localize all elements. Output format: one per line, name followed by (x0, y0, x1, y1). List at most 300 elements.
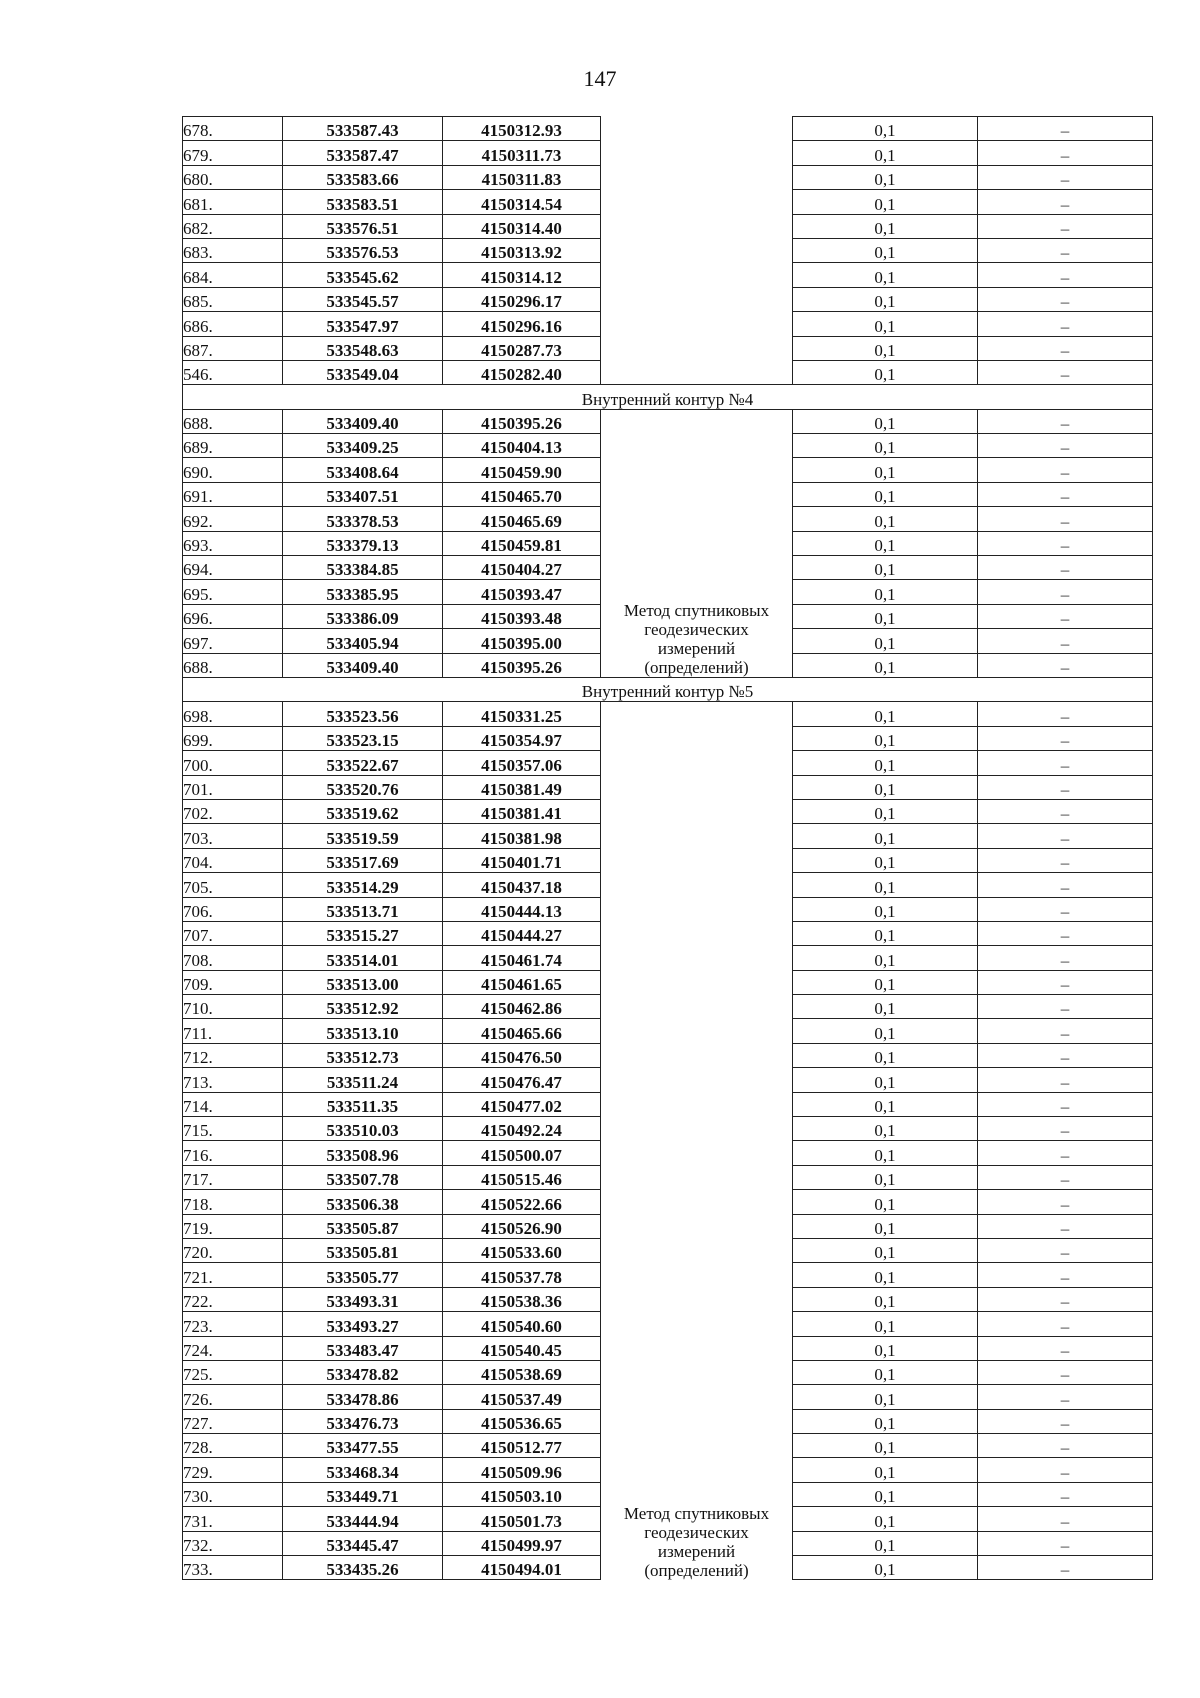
point-number: 683. (183, 238, 283, 262)
coordinate-y: 4150522.66 (443, 1190, 601, 1214)
coordinate-y: 4150395.26 (443, 653, 601, 677)
point-number: 707. (183, 921, 283, 945)
coordinate-x: 533515.27 (283, 921, 443, 945)
coordinate-y: 4150311.73 (443, 141, 601, 165)
point-number: 685. (183, 287, 283, 311)
coordinate-y: 4150404.27 (443, 556, 601, 580)
method-line: Метод спутниковых (623, 1503, 770, 1523)
accuracy-value: 0,1 (793, 287, 978, 311)
coordinate-y: 4150459.81 (443, 531, 601, 555)
dash-value: – (978, 214, 1153, 238)
coordinate-x: 533493.31 (283, 1287, 443, 1311)
accuracy-value: 0,1 (793, 336, 978, 360)
coordinate-x: 533405.94 (283, 629, 443, 653)
accuracy-value: 0,1 (793, 1214, 978, 1238)
point-number: 727. (183, 1409, 283, 1433)
dash-value: – (978, 580, 1153, 604)
coordinate-x: 533583.66 (283, 165, 443, 189)
accuracy-value: 0,1 (793, 1287, 978, 1311)
coordinate-y: 4150437.18 (443, 873, 601, 897)
section-header-row (183, 385, 1153, 409)
dash-value: – (978, 604, 1153, 628)
coordinate-x: 533505.81 (283, 1238, 443, 1262)
point-number: 680. (183, 165, 283, 189)
accuracy-value: 0,1 (793, 702, 978, 726)
dash-value: – (978, 1141, 1153, 1165)
point-number: 705. (183, 873, 283, 897)
coordinate-y: 4150381.98 (443, 824, 601, 848)
coordinate-y: 4150404.13 (443, 434, 601, 458)
accuracy-value: 0,1 (793, 1043, 978, 1067)
dash-value: – (978, 117, 1153, 141)
point-number: 721. (183, 1263, 283, 1287)
dash-value: – (978, 1531, 1153, 1555)
point-number: 714. (183, 1092, 283, 1116)
coordinate-y: 4150540.45 (443, 1336, 601, 1360)
accuracy-value: 0,1 (793, 1385, 978, 1409)
dash-value: – (978, 1263, 1153, 1287)
accuracy-value: 0,1 (793, 580, 978, 604)
coordinate-y: 4150314.12 (443, 263, 601, 287)
coordinate-x: 533514.01 (283, 946, 443, 970)
section-title: Внутренний контур №5 (183, 677, 1153, 701)
accuracy-value: 0,1 (793, 1482, 978, 1506)
dash-value: – (978, 1190, 1153, 1214)
point-number: 701. (183, 775, 283, 799)
accuracy-value: 0,1 (793, 1458, 978, 1482)
dash-value: – (978, 1482, 1153, 1506)
coordinate-y: 4150287.73 (443, 336, 601, 360)
coordinate-x: 533505.77 (283, 1263, 443, 1287)
dash-value: – (978, 1214, 1153, 1238)
coordinate-x: 533513.71 (283, 897, 443, 921)
accuracy-value: 0,1 (793, 1360, 978, 1384)
dash-value: – (978, 726, 1153, 750)
accuracy-value: 0,1 (793, 556, 978, 580)
accuracy-value: 0,1 (793, 1312, 978, 1336)
accuracy-value: 0,1 (793, 726, 978, 750)
coordinate-y: 4150296.16 (443, 312, 601, 336)
accuracy-value: 0,1 (793, 1238, 978, 1262)
dash-value: – (978, 434, 1153, 458)
coordinate-x: 533385.95 (283, 580, 443, 604)
coordinate-y: 4150381.41 (443, 799, 601, 823)
point-number: 732. (183, 1531, 283, 1555)
dash-value: – (978, 799, 1153, 823)
coordinate-x: 533545.62 (283, 263, 443, 287)
coordinate-y: 4150538.36 (443, 1287, 601, 1311)
coordinate-x: 533583.51 (283, 190, 443, 214)
coordinate-x: 533519.59 (283, 824, 443, 848)
method-line: (определений) (644, 657, 749, 677)
point-number: 723. (183, 1312, 283, 1336)
coordinate-x: 533512.73 (283, 1043, 443, 1067)
coordinates-table (182, 116, 1153, 1580)
coordinate-y: 4150494.01 (443, 1556, 601, 1580)
point-number: 706. (183, 897, 283, 921)
coordinate-y: 4150393.47 (443, 580, 601, 604)
point-number: 710. (183, 995, 283, 1019)
method-line: Метод спутниковых (623, 600, 770, 620)
coordinate-x: 533519.62 (283, 799, 443, 823)
coordinate-x: 533409.25 (283, 434, 443, 458)
coordinate-x: 533510.03 (283, 1117, 443, 1141)
coordinate-x: 533379.13 (283, 531, 443, 555)
accuracy-value: 0,1 (793, 1263, 978, 1287)
coordinate-x: 533576.53 (283, 238, 443, 262)
section-title: Внутренний контур №4 (183, 385, 1153, 409)
dash-value: – (978, 287, 1153, 311)
dash-value: – (978, 360, 1153, 384)
accuracy-value: 0,1 (793, 1117, 978, 1141)
coordinate-x: 533523.15 (283, 726, 443, 750)
point-number: 691. (183, 482, 283, 506)
coordinate-x: 533384.85 (283, 556, 443, 580)
dash-value: – (978, 897, 1153, 921)
point-number: 678. (183, 117, 283, 141)
point-number: 725. (183, 1360, 283, 1384)
point-number: 712. (183, 1043, 283, 1067)
dash-value: – (978, 1360, 1153, 1384)
coordinate-x: 533520.76 (283, 775, 443, 799)
page-number: 147 (583, 66, 617, 91)
dash-value: – (978, 238, 1153, 262)
coordinate-y: 4150395.26 (443, 409, 601, 433)
point-number: 717. (183, 1165, 283, 1189)
coordinate-x: 533478.82 (283, 1360, 443, 1384)
coordinate-y: 4150499.97 (443, 1531, 601, 1555)
coordinate-y: 4150357.06 (443, 751, 601, 775)
point-number: 684. (183, 263, 283, 287)
accuracy-value: 0,1 (793, 434, 978, 458)
dash-value: – (978, 1336, 1153, 1360)
dash-value: – (978, 1287, 1153, 1311)
point-number: 720. (183, 1238, 283, 1262)
coordinate-x: 533408.64 (283, 458, 443, 482)
point-number: 733. (183, 1556, 283, 1580)
coordinate-x: 533513.00 (283, 970, 443, 994)
coordinate-x: 533523.56 (283, 702, 443, 726)
coordinate-y: 4150538.69 (443, 1360, 601, 1384)
dash-value: – (978, 970, 1153, 994)
dash-value: – (978, 1312, 1153, 1336)
point-number: 728. (183, 1434, 283, 1458)
accuracy-value: 0,1 (793, 921, 978, 945)
accuracy-value: 0,1 (793, 848, 978, 872)
coordinate-x: 533505.87 (283, 1214, 443, 1238)
coordinate-y: 4150476.50 (443, 1043, 601, 1067)
dash-value: – (978, 409, 1153, 433)
dash-value: – (978, 921, 1153, 945)
coordinate-x: 533507.78 (283, 1165, 443, 1189)
coordinate-y: 4150314.40 (443, 214, 601, 238)
dash-value: – (978, 190, 1153, 214)
dash-value: – (978, 946, 1153, 970)
coordinate-y: 4150354.97 (443, 726, 601, 750)
coordinate-y: 4150314.54 (443, 190, 601, 214)
dash-value: – (978, 653, 1153, 677)
accuracy-value: 0,1 (793, 360, 978, 384)
point-number: 729. (183, 1458, 283, 1482)
coordinate-x: 533477.55 (283, 1434, 443, 1458)
coordinate-x: 533548.63 (283, 336, 443, 360)
coordinate-y: 4150401.71 (443, 848, 601, 872)
accuracy-value: 0,1 (793, 1336, 978, 1360)
accuracy-value: 0,1 (793, 751, 978, 775)
point-number: 713. (183, 1068, 283, 1092)
point-number: 688. (183, 409, 283, 433)
accuracy-value: 0,1 (793, 141, 978, 165)
coordinate-x: 533508.96 (283, 1141, 443, 1165)
dash-value: – (978, 1019, 1153, 1043)
accuracy-value: 0,1 (793, 1409, 978, 1433)
accuracy-value: 0,1 (793, 1141, 978, 1165)
coordinate-y: 4150462.86 (443, 995, 601, 1019)
section-header-row (183, 677, 1153, 701)
dash-value: – (978, 1043, 1153, 1067)
coordinate-y: 4150282.40 (443, 360, 601, 384)
coordinate-y: 4150331.25 (443, 702, 601, 726)
coordinate-y: 4150526.90 (443, 1214, 601, 1238)
method-line: геодезических (644, 619, 749, 639)
coordinate-x: 533545.57 (283, 287, 443, 311)
coordinate-y: 4150444.27 (443, 921, 601, 945)
accuracy-value: 0,1 (793, 458, 978, 482)
coordinate-x: 533476.73 (283, 1409, 443, 1433)
coordinate-x: 533587.47 (283, 141, 443, 165)
dash-value: – (978, 482, 1153, 506)
coordinate-y: 4150461.74 (443, 946, 601, 970)
coordinate-y: 4150444.13 (443, 897, 601, 921)
point-number: 692. (183, 507, 283, 531)
coordinate-y: 4150311.83 (443, 165, 601, 189)
dash-value: – (978, 507, 1153, 531)
coordinate-y: 4150393.48 (443, 604, 601, 628)
accuracy-value: 0,1 (793, 970, 978, 994)
accuracy-value: 0,1 (793, 1019, 978, 1043)
point-number: 704. (183, 848, 283, 872)
coordinate-y: 4150461.65 (443, 970, 601, 994)
point-number: 700. (183, 751, 283, 775)
coordinate-x: 533449.71 (283, 1482, 443, 1506)
point-number: 690. (183, 458, 283, 482)
coordinate-y: 4150296.17 (443, 287, 601, 311)
accuracy-value: 0,1 (793, 629, 978, 653)
coordinate-x: 533513.10 (283, 1019, 443, 1043)
point-number: 689. (183, 434, 283, 458)
dash-value: – (978, 1068, 1153, 1092)
coordinate-y: 4150533.60 (443, 1238, 601, 1262)
coordinate-x: 533386.09 (283, 604, 443, 628)
table-row (183, 117, 1153, 141)
coordinate-x: 533468.34 (283, 1458, 443, 1482)
dash-value: – (978, 1507, 1153, 1531)
method-line: геодезических (644, 1522, 749, 1542)
coordinate-y: 4150381.49 (443, 775, 601, 799)
accuracy-value: 0,1 (793, 312, 978, 336)
coordinate-x: 533506.38 (283, 1190, 443, 1214)
coordinate-y: 4150312.93 (443, 117, 601, 141)
method-line: измерений (657, 1541, 736, 1561)
dash-value: – (978, 1434, 1153, 1458)
accuracy-value: 0,1 (793, 1531, 978, 1555)
coordinate-y: 4150515.46 (443, 1165, 601, 1189)
coordinate-y: 4150509.96 (443, 1458, 601, 1482)
point-number: 716. (183, 1141, 283, 1165)
coordinate-x: 533511.35 (283, 1092, 443, 1116)
point-number: 546. (183, 360, 283, 384)
accuracy-value: 0,1 (793, 897, 978, 921)
dash-value: – (978, 751, 1153, 775)
accuracy-value: 0,1 (793, 775, 978, 799)
accuracy-value: 0,1 (793, 263, 978, 287)
accuracy-value: 0,1 (793, 190, 978, 214)
point-number: 686. (183, 312, 283, 336)
dash-value: – (978, 1238, 1153, 1262)
accuracy-value: 0,1 (793, 165, 978, 189)
accuracy-value: 0,1 (793, 653, 978, 677)
dash-value: – (978, 1556, 1153, 1580)
accuracy-value: 0,1 (793, 1556, 978, 1580)
coordinate-y: 4150540.60 (443, 1312, 601, 1336)
accuracy-value: 0,1 (793, 799, 978, 823)
point-number: 708. (183, 946, 283, 970)
dash-value: – (978, 312, 1153, 336)
coordinate-x: 533435.26 (283, 1556, 443, 1580)
coordinate-x: 533478.86 (283, 1385, 443, 1409)
coordinate-y: 4150492.24 (443, 1117, 601, 1141)
point-number: 695. (183, 580, 283, 604)
coordinate-y: 4150465.66 (443, 1019, 601, 1043)
coordinate-x: 533444.94 (283, 1507, 443, 1531)
point-number: 688. (183, 653, 283, 677)
point-number: 698. (183, 702, 283, 726)
accuracy-value: 0,1 (793, 604, 978, 628)
accuracy-value: 0,1 (793, 1068, 978, 1092)
coordinate-y: 4150512.77 (443, 1434, 601, 1458)
point-number: 696. (183, 604, 283, 628)
dash-value: – (978, 1385, 1153, 1409)
coordinate-x: 533409.40 (283, 409, 443, 433)
point-number: 687. (183, 336, 283, 360)
coordinate-x: 533587.43 (283, 117, 443, 141)
accuracy-value: 0,1 (793, 1507, 978, 1531)
coordinate-x: 533514.29 (283, 873, 443, 897)
coordinate-y: 4150477.02 (443, 1092, 601, 1116)
coordinate-y: 4150536.65 (443, 1409, 601, 1433)
method-cell (601, 702, 793, 1580)
point-number: 679. (183, 141, 283, 165)
coordinate-x: 533517.69 (283, 848, 443, 872)
coordinate-y: 4150313.92 (443, 238, 601, 262)
coordinate-x: 533576.51 (283, 214, 443, 238)
dash-value: – (978, 848, 1153, 872)
point-number: 694. (183, 556, 283, 580)
accuracy-value: 0,1 (793, 409, 978, 433)
dash-value: – (978, 995, 1153, 1019)
dash-value: – (978, 775, 1153, 799)
dash-value: – (978, 263, 1153, 287)
method-line: (определений) (644, 1560, 749, 1580)
dash-value: – (978, 629, 1153, 653)
dash-value: – (978, 141, 1153, 165)
point-number: 726. (183, 1385, 283, 1409)
coordinate-x: 533407.51 (283, 482, 443, 506)
dash-value: – (978, 556, 1153, 580)
coordinate-y: 4150537.49 (443, 1385, 601, 1409)
accuracy-value: 0,1 (793, 1190, 978, 1214)
coordinate-y: 4150465.69 (443, 507, 601, 531)
method-cell (601, 409, 793, 677)
coordinate-x: 533409.40 (283, 653, 443, 677)
coordinate-y: 4150501.73 (443, 1507, 601, 1531)
point-number: 697. (183, 629, 283, 653)
coordinate-x: 533512.92 (283, 995, 443, 1019)
dash-value: – (978, 336, 1153, 360)
dash-value: – (978, 1409, 1153, 1433)
coordinate-y: 4150465.70 (443, 482, 601, 506)
point-number: 682. (183, 214, 283, 238)
method-line: измерений (657, 638, 736, 658)
point-number: 681. (183, 190, 283, 214)
dash-value: – (978, 1117, 1153, 1141)
accuracy-value: 0,1 (793, 824, 978, 848)
accuracy-value: 0,1 (793, 507, 978, 531)
table-row (183, 702, 1153, 726)
coordinate-y: 4150395.00 (443, 629, 601, 653)
coordinate-x: 533511.24 (283, 1068, 443, 1092)
dash-value: – (978, 458, 1153, 482)
point-number: 703. (183, 824, 283, 848)
coordinate-x: 533522.67 (283, 751, 443, 775)
point-number: 724. (183, 1336, 283, 1360)
accuracy-value: 0,1 (793, 531, 978, 555)
coordinate-x: 533549.04 (283, 360, 443, 384)
accuracy-value: 0,1 (793, 1434, 978, 1458)
point-number: 715. (183, 1117, 283, 1141)
point-number: 719. (183, 1214, 283, 1238)
point-number: 702. (183, 799, 283, 823)
method-label (624, 1504, 769, 1580)
point-number: 709. (183, 970, 283, 994)
coordinate-x: 533493.27 (283, 1312, 443, 1336)
accuracy-value: 0,1 (793, 995, 978, 1019)
accuracy-value: 0,1 (793, 1165, 978, 1189)
accuracy-value: 0,1 (793, 238, 978, 262)
dash-value: – (978, 165, 1153, 189)
coordinate-y: 4150476.47 (443, 1068, 601, 1092)
point-number: 731. (183, 1507, 283, 1531)
dash-value: – (978, 702, 1153, 726)
point-number: 699. (183, 726, 283, 750)
accuracy-value: 0,1 (793, 1092, 978, 1116)
dash-value: – (978, 531, 1153, 555)
point-number: 718. (183, 1190, 283, 1214)
coordinate-y: 4150459.90 (443, 458, 601, 482)
point-number: 730. (183, 1482, 283, 1506)
dash-value: – (978, 873, 1153, 897)
dash-value: – (978, 1092, 1153, 1116)
coordinate-x: 533445.47 (283, 1531, 443, 1555)
point-number: 693. (183, 531, 283, 555)
method-label (624, 601, 769, 677)
dash-value: – (978, 1165, 1153, 1189)
accuracy-value: 0,1 (793, 946, 978, 970)
coordinate-y: 4150500.07 (443, 1141, 601, 1165)
point-number: 711. (183, 1019, 283, 1043)
coordinate-y: 4150537.78 (443, 1263, 601, 1287)
accuracy-value: 0,1 (793, 873, 978, 897)
